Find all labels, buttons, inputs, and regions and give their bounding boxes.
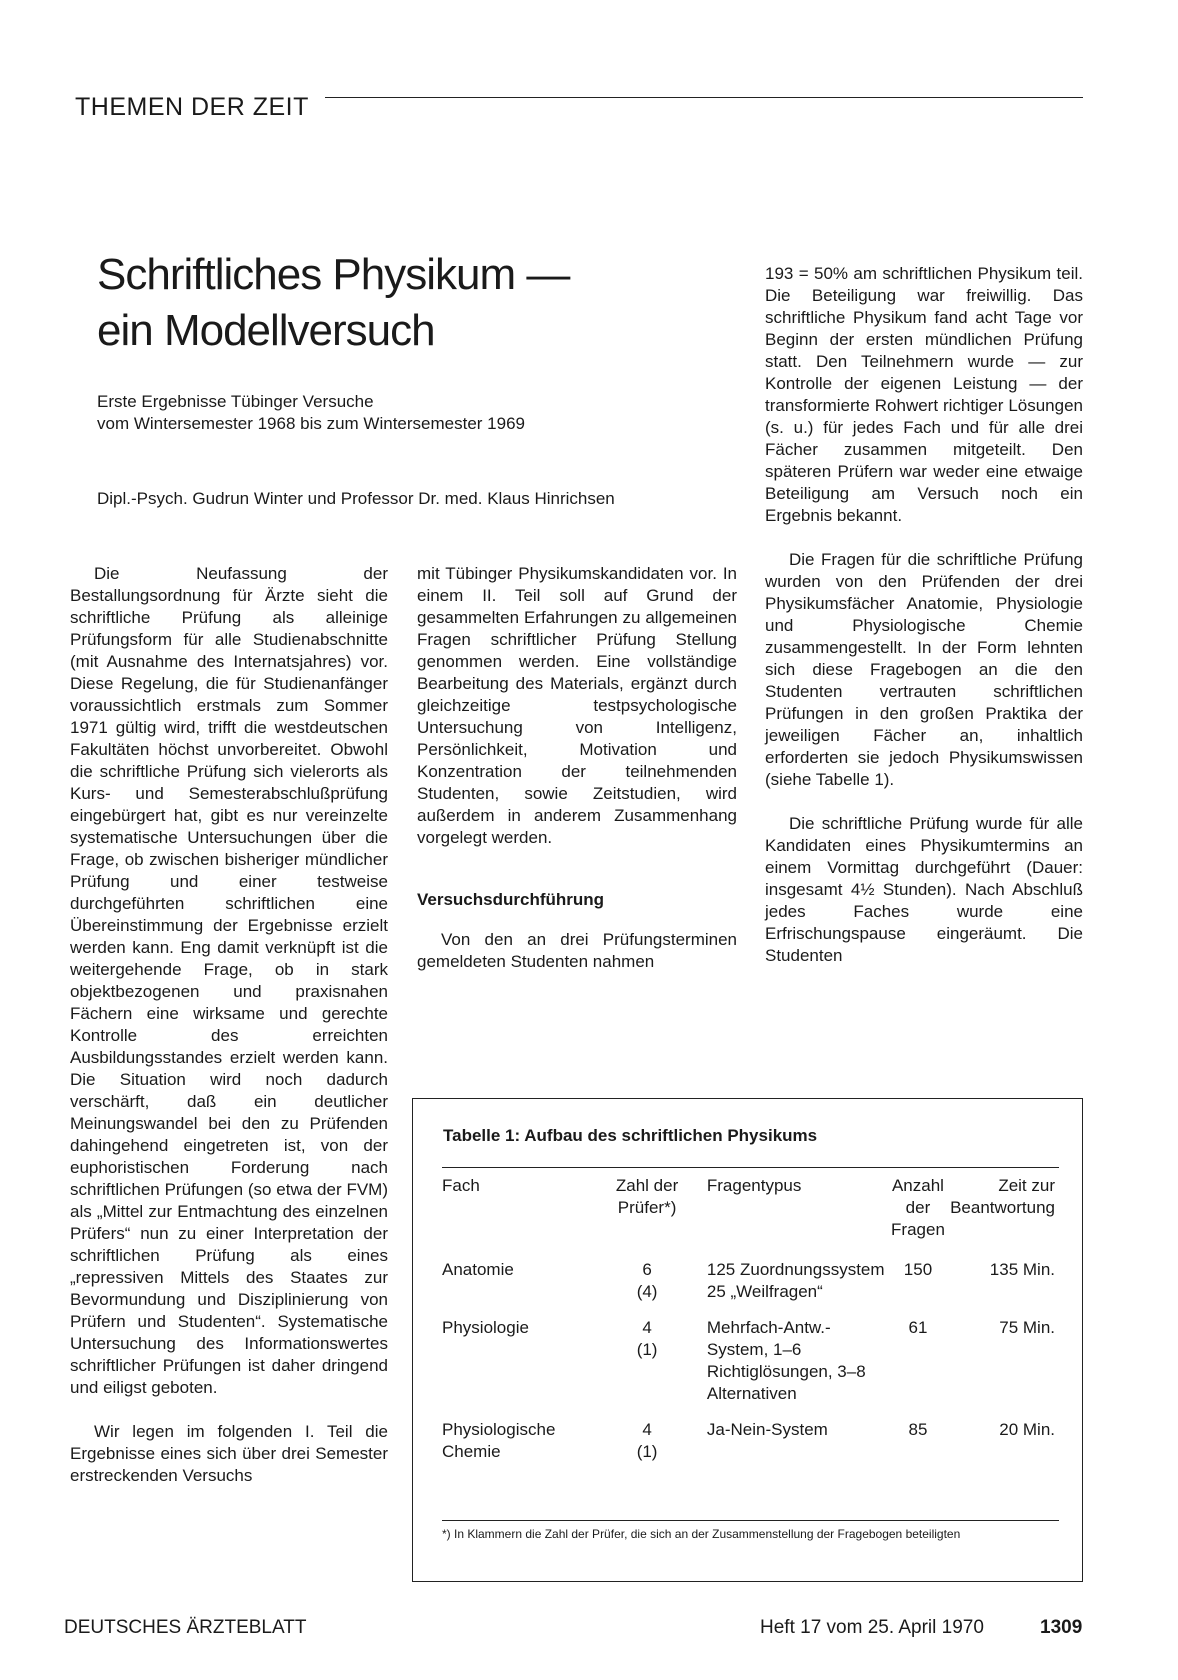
- cell-typ: 125 Zuordnungssystem 25 „Weilfragen“: [706, 1260, 885, 1301]
- cell-zahl-total: 4: [642, 1420, 652, 1439]
- author-line: Dipl.-Psych. Gudrun Winter und Professor Dr. med. Klaus Hinrichsen: [97, 489, 615, 508]
- table-title: Tabelle 1: Aufbau des schriftlichen Physikums: [443, 1126, 818, 1145]
- table-rule: [442, 1167, 1059, 1168]
- footnote-rule: [442, 1520, 1059, 1521]
- title-line-1: Schriftliches Physikum —: [97, 250, 570, 299]
- subtitle-line-1: Erste Ergebnisse Tübinger Versuche: [97, 392, 374, 411]
- text-column-2: [417, 563, 737, 973]
- table-row: [442, 1259, 1059, 1317]
- cell-zahl: [605, 1317, 689, 1419]
- cell-zahl: [605, 1259, 689, 1317]
- column-header-zahl: Zahl der Prüfer*): [615, 1176, 679, 1217]
- article-subtitle: [97, 391, 525, 435]
- paragraph: Die schriftliche Prüfung wurde für alle Kandidaten eines Physikumtermins an einem Vormittag durchgeführt (Dauer: insgesamt 4½ Stunden). Nach Abschluß jedes Faches wurde eine Erfrischungspause eingeräumt. Die Studenten: [765, 814, 1083, 965]
- cell-typ: Mehrfach-Antw.-System, 1–6 Richtiglösungen, 3–8 Alternativen: [706, 1318, 866, 1403]
- cell-zahl-compilers: (1): [636, 1442, 658, 1461]
- data-table: [442, 1175, 1059, 1477]
- cell-zahl-total: 6: [642, 1260, 652, 1279]
- cell-typ: Ja-Nein-System: [706, 1420, 828, 1439]
- cell-zeit: 20 Min.: [999, 1420, 1055, 1439]
- issue-line: Heft 17 vom 25. April 1970: [760, 1617, 984, 1638]
- section-heading: Versuchsdurchführung: [417, 890, 605, 909]
- column-header-fach: Fach: [442, 1176, 480, 1195]
- cell-zahl-compilers: (1): [636, 1340, 658, 1359]
- cell-zahl: [605, 1419, 689, 1477]
- column-header-typ: Fragentypus: [706, 1176, 802, 1195]
- page-number: 1309: [1040, 1617, 1083, 1638]
- title-line-2: ein Modellversuch: [97, 306, 435, 355]
- table-row: [442, 1317, 1059, 1419]
- paragraph: Wir legen im folgenden I. Teil die Ergebnisse eines sich über drei Semester erstreckenden Versuchs: [70, 1422, 388, 1485]
- table-footnote: *) In Klammern die Zahl der Prüfer, die sich an der Zusammenstellung der Fragebogen beteiligten: [442, 1527, 961, 1541]
- cell-fach: Physiologische Chemie: [442, 1420, 556, 1461]
- cell-anzahl: 85: [908, 1420, 928, 1439]
- paragraph: 193 = 50% am schriftlichen Physikum teil. Die Beteiligung war freiwillig. Das schriftliche Physikum fand acht Tage vor Beginn der ersten mündlichen Prüfung statt. Den Teilnehmern wurde — zur Kontrolle der eigenen Leistung — der transformierte Rohwert richtiger Lösungen (s. u.) für jedes Fach und für alle drei Fächer zusammen mitgeteilt. Den späteren Prüfern war weder eine etwaige Beteiligung am Versuch noch ein Ergebnis bekannt.: [765, 264, 1083, 525]
- paragraph: mit Tübinger Physikumskandidaten vor. In einem II. Teil soll auf Grund der gesammelten Erfahrungen zu allgemeinen Fragen schriftlicher Prüfung Stellung genommen werden. Eine vollständige Bearbeitung des Materials, ergänzt durch gleichzeitige testpsychologische Untersuchung von Intelligenz, Persönlichkeit, Motivation und Konzentration der teilnehmenden Studenten, sowie Zeitstudien, wird außerdem in anderem Zusammenhang vorgelegt werden.: [417, 564, 737, 847]
- cell-anzahl: 150: [903, 1260, 933, 1279]
- paragraph: Die Fragen für die schriftliche Prüfung wurden von den Prüfenden der drei Physikumsfächer Anatomie, Physiologie und Physiologische Chemie zusammengestellt. In der Form lehnten sich diese Fragebogen an die den Studenten vertrauten schriftlichen Prüfungen in den großen Praktika der jeweiligen Fächer an, inhaltlich erforderten sie jedoch Physikumswissen (siehe Tabelle 1).: [765, 550, 1083, 789]
- article-title: [97, 247, 657, 359]
- cell-zeit: 135 Min.: [989, 1260, 1055, 1279]
- cell-fach: Anatomie: [442, 1260, 514, 1279]
- cell-zahl-total: 4: [642, 1318, 652, 1337]
- rubric-label: THEMEN DER ZEIT: [75, 93, 309, 121]
- column-header-zeit: Zeit zur Beantwortung: [950, 1176, 1055, 1217]
- header-rule: [325, 97, 1083, 98]
- text-column-3: [765, 263, 1083, 967]
- column-header-anzahl: Anzahl der Fragen: [891, 1176, 945, 1239]
- cell-zahl-compilers: (4): [636, 1282, 658, 1301]
- journal-name: DEUTSCHES ÄRZTEBLATT: [64, 1617, 307, 1638]
- cell-fach: Physiologie: [442, 1318, 529, 1337]
- paragraph: Von den an drei Prüfungsterminen gemeldeten Studenten nahmen: [417, 930, 737, 971]
- subtitle-line-2: vom Wintersemester 1968 bis zum Wintersemester 1969: [97, 414, 525, 433]
- cell-anzahl: 61: [908, 1318, 928, 1337]
- cell-zeit: 75 Min.: [999, 1318, 1055, 1337]
- text-column-1: [70, 563, 388, 1487]
- paragraph: Die Neufassung der Bestallungsordnung für Ärzte sieht die schriftliche Prüfung als alleinige Prüfungsform für alle Studienabschnitte (mit Ausnahme des Internatsjahres) vor. Diese Regelung, die für Studienanfänger voraussichtlich erstmals zum Sommer 1971 gültig wird, trifft die westdeutschen Fakultäten höchst unvorbereitet. Obwohl die schriftliche Prüfung sich vielerorts als Kurs- und Semesterabschlußprüfung eingebürgert hat, gibt es nur vereinzelte systematische Untersuchungen über die Frage, ob zwischen bisheriger mündlicher Prüfung und einer testweise durchgeführten schriftlichen eine Übereinstimmung der Ergebnisse erzielt werden kann. Eng damit verknüpft ist die weitergehende Frage, ob in stark objektbezogenen und praxisnahen Fächern eine wirksame und gerechte Kontrolle des erreichten Ausbildungsstandes erzielt werden kann. Die Situation wird noch dadurch verschärft, daß ein deutlicher Meinungswandel bei den zu Prüfenden dahingehend eingetreten ist, von der euphoristischen Forderung nach schriftlichen Prüfungen (so etwa der FVM) als „Mittel zur Entmachtung des einzelnen Prüfers“ nun zu einer Interpretation der schriftlichen Prüfung als eines „repressiven Mittels des Staates zur Bevormundung und Disziplinierung von Prüfern und Studenten“. Systematische Untersuchung des Informationswertes schriftlicher Prüfungen ist daher dringend und eiligst geboten.: [70, 564, 388, 1397]
- table-header-row: [442, 1175, 1059, 1259]
- table-row: [442, 1419, 1059, 1477]
